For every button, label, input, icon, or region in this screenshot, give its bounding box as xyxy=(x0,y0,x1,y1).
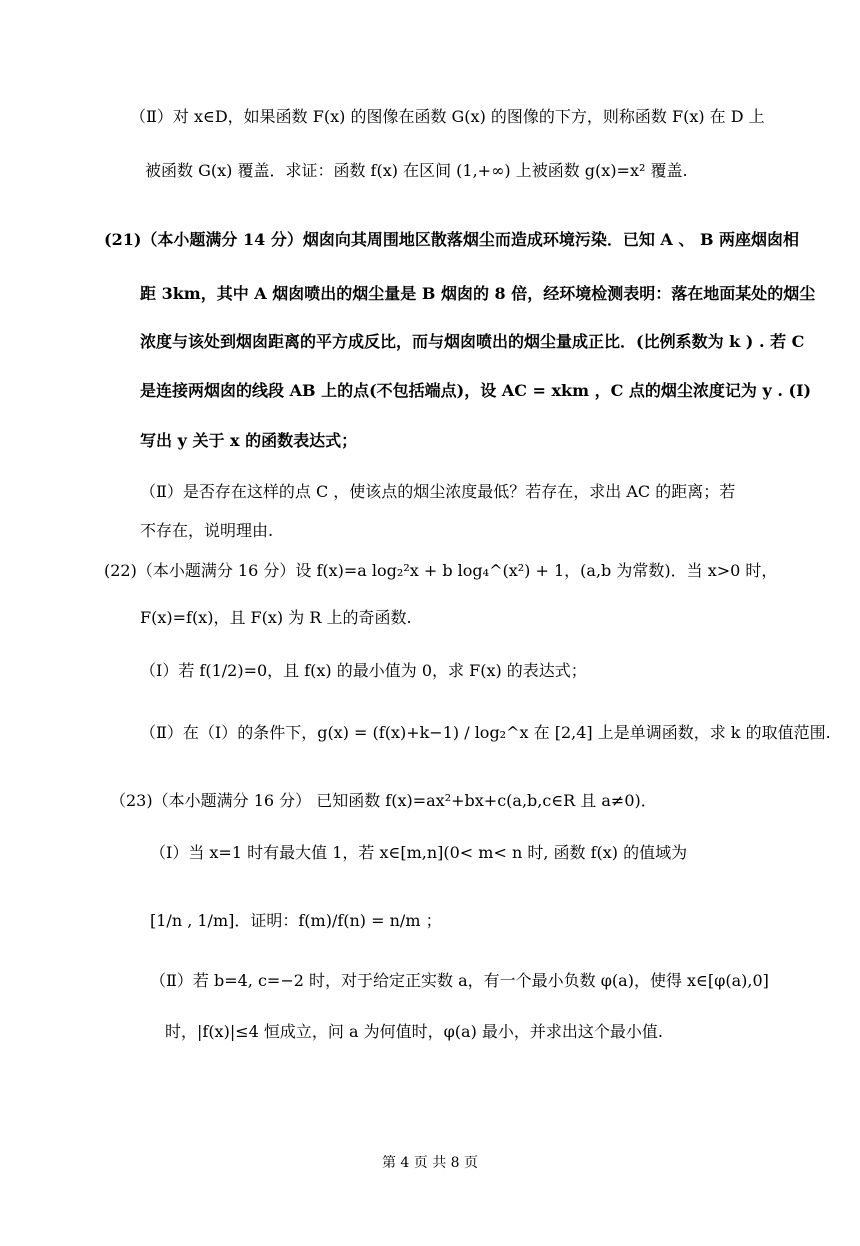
text: (21)（本小题满分 14 分）烟囱向其周围地区散落烟尘而造成环境污染．已知 A 、 B 两座烟囱相 xyxy=(104,230,800,249)
line-10 xyxy=(104,560,777,582)
line-6 xyxy=(140,380,811,402)
text: 是连接两烟囱的线段 AB 上的点(不包括端点)，设 AC = xkm ，C 点的烟尘浓度记为 y . (Ⅰ) xyxy=(140,381,812,400)
line-8 xyxy=(140,481,735,503)
text: （Ⅰ）当 x=1 时有最大值 1，若 x∈[m,n](0< m< n 时, 函数 f(x) 的值域为 xyxy=(150,843,688,862)
text: （Ⅱ）对 x∈D，如果函数 F(x) 的图像在函数 G(x) 的图像的下方，则称函数 F(x) 在 D 上 xyxy=(130,107,765,126)
line-17 xyxy=(150,970,769,992)
line-7 xyxy=(140,430,357,452)
line-13 xyxy=(140,722,831,744)
line-3 xyxy=(104,229,799,251)
text: （Ⅱ）是否存在这样的点 C ，使该点的烟尘浓度最低？若存在，求出 AC 的距离；若 xyxy=(140,482,736,501)
line-14 xyxy=(110,790,657,812)
line-1 xyxy=(130,106,765,128)
text: [1/n , 1/m]．证明：f(m)/f(n) = n/m ； xyxy=(150,911,442,930)
line-4 xyxy=(140,283,815,305)
text: （23)（本小题满分 16 分） 已知函数 f(x)=ax²+bx+c(a,b,c∈R 且 a≠0)． xyxy=(110,791,657,810)
text: （Ⅱ）若 b=4, c=−2 时，对于给定正实数 a，有一个最小负数 φ(a)，使得 x∈[φ(a),0] xyxy=(150,971,769,990)
line-2 xyxy=(145,160,688,182)
line-9 xyxy=(140,520,273,542)
page-footer: 第 4 页 共 8 页 xyxy=(381,1155,479,1171)
text: 写出 y 关于 x 的函数表达式； xyxy=(140,431,358,450)
line-5 xyxy=(140,331,804,353)
line-16 xyxy=(150,910,442,932)
text: （Ⅱ）在（Ⅰ）的条件下，g(x) = (f(x)+k−1) / log₂^x 在 [2,4] 上是单调函数，求 k 的取值范围. xyxy=(140,723,831,742)
text: 时，|f(x)|≤4 恒成立，问 a 为何值时，φ(a) 最小，并求出这个最小值. xyxy=(165,1022,663,1041)
text: 距 3km，其中 A 烟囱喷出的烟尘量是 B 烟囱的 8 倍，经环境检测表明：落在地面某处的烟尘 xyxy=(140,284,816,303)
text: F(x)=f(x)，且 F(x) 为 R 上的奇函数. xyxy=(140,608,412,627)
text: 被函数 G(x) 覆盖．求证：函数 f(x) 在区间 (1,+∞) 上被函数 g(x)=x² 覆盖. xyxy=(145,161,688,180)
line-18 xyxy=(165,1021,663,1043)
text: （Ⅰ）若 f(1/2)=0，且 f(x) 的最小值为 0，求 F(x) 的表达式； xyxy=(140,661,587,680)
text: 浓度与该处到烟囱距离的平方成反比，而与烟囱喷出的烟尘量成正比．(比例系数为 k ) . 若 C xyxy=(140,332,805,351)
line-11 xyxy=(140,607,412,629)
text: (22)（本小题满分 16 分）设 f(x)=a log₂²x + b log₄^(x²) + 1，(a,b 为常数)．当 x>0 时， xyxy=(104,561,778,580)
line-15 xyxy=(150,842,687,864)
line-12 xyxy=(140,660,587,682)
text: 不存在，说明理由. xyxy=(140,521,274,540)
